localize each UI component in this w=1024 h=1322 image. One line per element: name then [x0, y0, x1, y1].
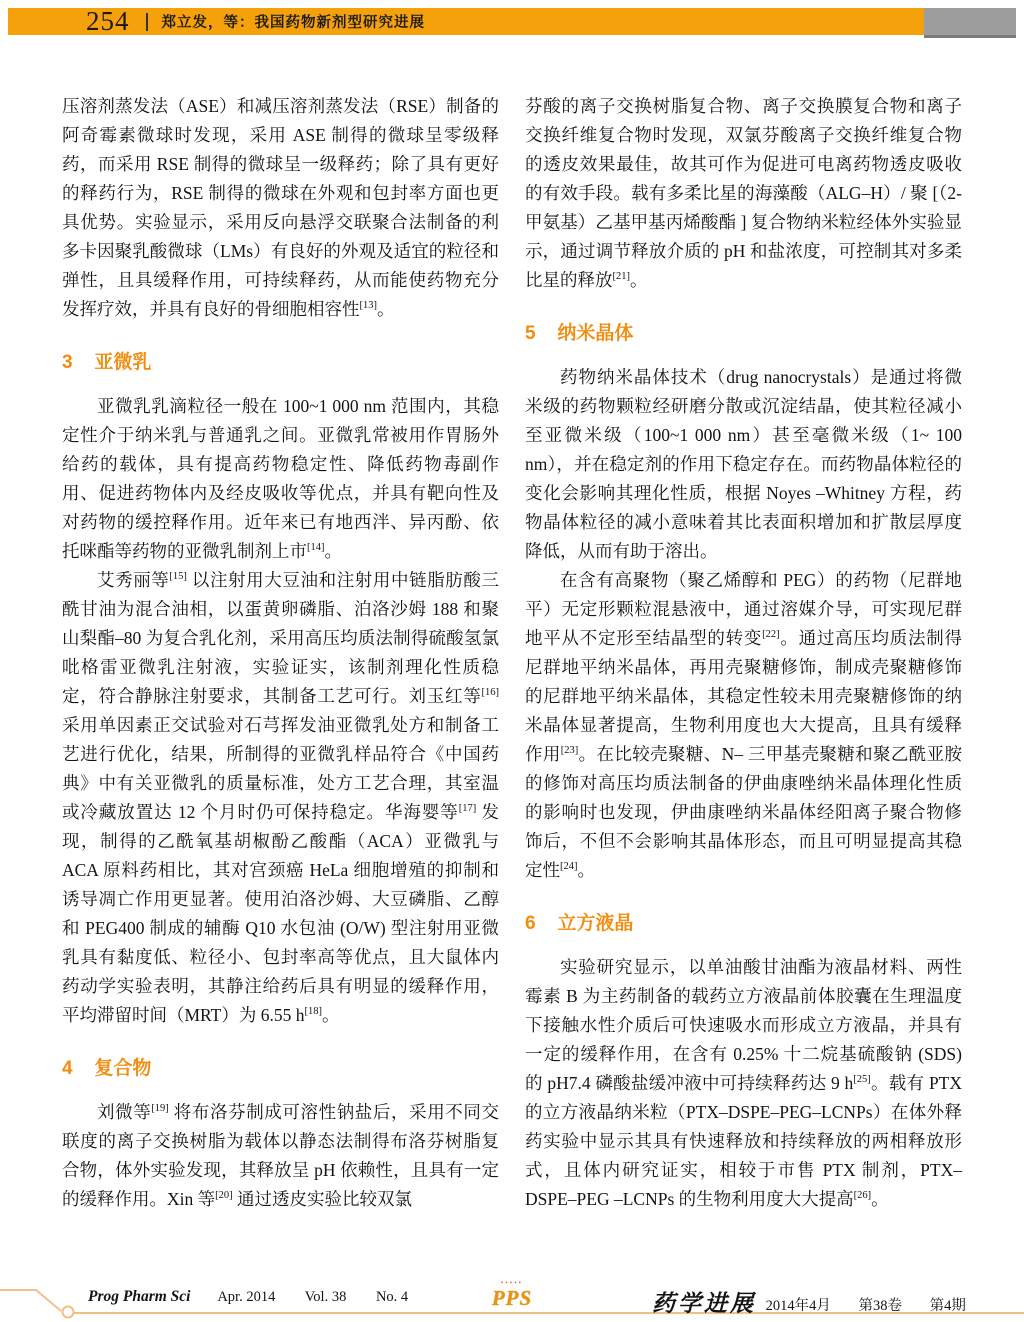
section-heading-4: [62, 1056, 499, 1082]
reference-superscript: [17]: [458, 803, 477, 815]
journal-name-cn: 药学进展: [652, 1291, 756, 1316]
section-title: 纳米晶体: [557, 323, 634, 344]
reference-superscript: [14]: [307, 542, 325, 554]
paragraph: 实验研究显示，以单油酸甘油酯为液晶材料、两性霉素 B 为主药制备的载药立方液晶前体胶囊在生理温度下接触水性介质后可快速吸水而形成立方液晶，并具有一定的缓释作用，在含有 0.25% 十二烷基硫酸钠 (SDS) 的 pH7.4 磷酸盐缓冲液中可持续释药达 9 h[25]。载有 PTX 的立方液晶纳米粒（PTX–DSPE–PEG–LCNPs）在体外释药实验中显示其具有快速释放和持续释放的两相释放形式，且体内研究证实，相较于市售 PTX 制剂，PTX–DSPE–PEG –LCNPs 的生物利用度大大提高[26]。: [525, 957, 963, 1209]
section-title: 复合物: [94, 1058, 152, 1079]
paragraph: 亚微乳乳滴粒径一般在 100~1 000 nm 范围内，其稳定性介于纳米乳与普通乳之间。亚微乳常被用作胃肠外给药的载体，具有提高药物稳定性、降低药物毒副作用、促进药物体内及经皮吸收等优点，并具有靶向性及对药物的缓控释作用。近年来已有地西泮、异丙酚、依托咪酯等药物的亚微乳制剂上市[14]。: [62, 396, 499, 561]
section-number: 3: [62, 352, 73, 373]
paragraph: 刘微等[19] 将布洛芬制成可溶性钠盐后，采用不同交联度的离子交换树脂为载体以静态法制得布洛芬树脂复合物，体外实验发现，其释放呈 pH 依赖性，且具有一定的缓释作用。Xin 等[20] 通过透皮实验比较双氯: [62, 1102, 500, 1209]
page-number: 254: [86, 6, 130, 36]
page-header-bar: [8, 8, 1016, 35]
section-number: 4: [62, 1058, 73, 1079]
header-divider: [146, 13, 148, 31]
footer-issue-en: No. 4: [375, 1289, 409, 1305]
footer-left: [88, 1288, 408, 1306]
header-gray-block: [924, 8, 1016, 38]
footer-issue-cn: 第4期: [929, 1298, 966, 1314]
paragraph: 压溶剂蒸发法（ASE）和减压溶剂蒸发法（RSE）制备的阿奇霉素微球时发现，采用 ASE 制得的微球呈零级释药，而采用 RSE 制得的微球呈一级释药；除了具有更好的释药行为，RSE 制得的微球在外观和包封率方面也更具优势。实验显示，采用反向悬浮交联聚合法制备的利多卡因聚乳酸微球（LMs）有良好的外观及适宜的粒径和弹性，且具缓释作用，可持续释药，从而能使药物充分发挥疗效，并具有良好的骨细胞相容性[13]。: [62, 96, 499, 319]
journal-name-en: Prog Pharm Sci: [88, 1288, 191, 1305]
section-title: 立方液晶: [557, 913, 634, 934]
reference-superscript: [15]: [169, 571, 187, 583]
paragraph: 芬酸的离子交换树脂复合物、离子交换膜复合物和离子交换纤维复合物时发现，双氯芬酸离子交换纤维复合物的透皮效果最佳，故其可作为促进可电离药物透皮吸收的有效手段。载有多柔比星的海藻酸（ALG–H）/ 聚 [（2-甲氨基）乙基甲基丙烯酸酯 ] 复合物纳米粒经体外实验显示，通过调节释放介质的 pH 和盐浓度，可控制其对多柔比星的释放[21]。: [525, 96, 962, 290]
reference-superscript: [22]: [762, 629, 780, 641]
section-number: 6: [525, 913, 536, 934]
footer-volume-cn: 第38卷: [858, 1298, 902, 1314]
paragraph: 在含有高聚物（聚乙烯醇和 PEG）的药物（尼群地平）无定形颗粒混悬液中，通过溶媒介导，可实现尼群地平从不定形至结晶型的转变[22]。通过高压均质法制得尼群地平纳米晶体，再用壳聚糖修饰，制成壳聚糖修饰的尼群地平纳米晶体，其稳定性较未用壳聚糖修饰的纳米晶体显著提高，生物利用度也大大提高，且具有缓释作用[23]。在比较壳聚糖、N– 三甲基壳聚糖和聚乙酰亚胺的修饰对高压均质法制备的伊曲康唑纳米晶体理化性质的影响时也发现，伊曲康唑纳米晶体经阳离子聚合物修饰后，不但不会影响其晶体形态，而且可明显提高其稳定性[24]。: [525, 570, 963, 880]
section-heading-6: [525, 911, 962, 937]
running-title: 郑立发，等：我国药物新剂型研究进展: [161, 15, 425, 31]
reference-superscript: [26]: [853, 1190, 872, 1202]
pps-logo-text: PPS: [491, 1286, 533, 1310]
reference-superscript: [13]: [359, 300, 377, 312]
left-column: [62, 92, 499, 1214]
pps-logo-dots-icon: •••••: [500, 1279, 524, 1287]
reference-superscript: [20]: [215, 1190, 233, 1202]
footer-right: [652, 1284, 966, 1317]
footer-date-cn: 2014年4月: [765, 1298, 831, 1314]
reference-superscript: [18]: [304, 1006, 322, 1018]
paragraph: 药物纳米晶体技术（drug nanocrystals）是通过将微米级的药物颗粒经研磨分散或沉淀结晶，使其粒径减小至亚微米级（100~1 000 nm）甚至毫微米级（1~ 100 nm），并在稳定剂的作用下稳定存在。而药物晶体粒径的变化会影响其理化性质，根据 Noyes –Whitney 方程，药物晶体粒径的减小意味着其比表面积增加和扩散层厚度降低，从而有助于溶出。: [525, 367, 962, 561]
reference-superscript: [23]: [560, 745, 579, 757]
article-body: [62, 92, 962, 1214]
pps-logo: [482, 1280, 542, 1309]
reference-superscript: [24]: [560, 861, 578, 873]
reference-superscript: [16]: [481, 687, 499, 699]
section-heading-3: [62, 350, 499, 376]
section-number: 5: [525, 323, 536, 344]
section-heading-5: [525, 321, 962, 347]
section-title: 亚微乳: [94, 352, 152, 373]
right-column: [525, 92, 962, 1214]
reference-superscript: [19]: [151, 1103, 169, 1115]
footer-volume-en: Vol. 38: [304, 1289, 347, 1305]
reference-superscript: [21]: [612, 271, 630, 283]
paragraph: 艾秀丽等[15] 以注射用大豆油和注射用中链脂肪酸三酰甘油为混合油相，以蛋黄卵磷脂、泊洛沙姆 188 和聚山梨酯–80 为复合乳化剂，采用高压均质法制得硫酸氢氯吡格雷亚微乳注射液，实验证实，该制剂理化性质稳定，符合静脉注射要求，其制备工艺可行。刘玉红等[16] 采用单因素正交试验对石芎挥发油亚微乳处方和制备工艺进行优化，结果，所制得的亚微乳样品符合《中国药典》中有关亚微乳的质量标准，处方工艺合理，其室温或冷藏放置达 12 个月时仍可保持稳定。华海婴等[17] 发现，制得的乙酰氧基胡椒酚乙酸酯（ACA）亚微乳与 ACA 原料药相比，其对宫颈癌 HeLa 细胞增殖的抑制和诱导凋亡作用更显著。使用泊洛沙姆、大豆磷脂、乙醇和 PEG400 制成的辅酶 Q10 水包油 (O/W) 型注射用亚微乳具有黏度低、粒径小、包封率高等优点，且大鼠体内药动学实验表明，其静注给药后具有明显的缓释作用，平均滞留时间（MRT）为 6.55 h[18]。: [62, 570, 500, 1025]
footer-date-en: Apr. 2014: [217, 1289, 276, 1305]
reference-superscript: [25]: [853, 1074, 871, 1086]
